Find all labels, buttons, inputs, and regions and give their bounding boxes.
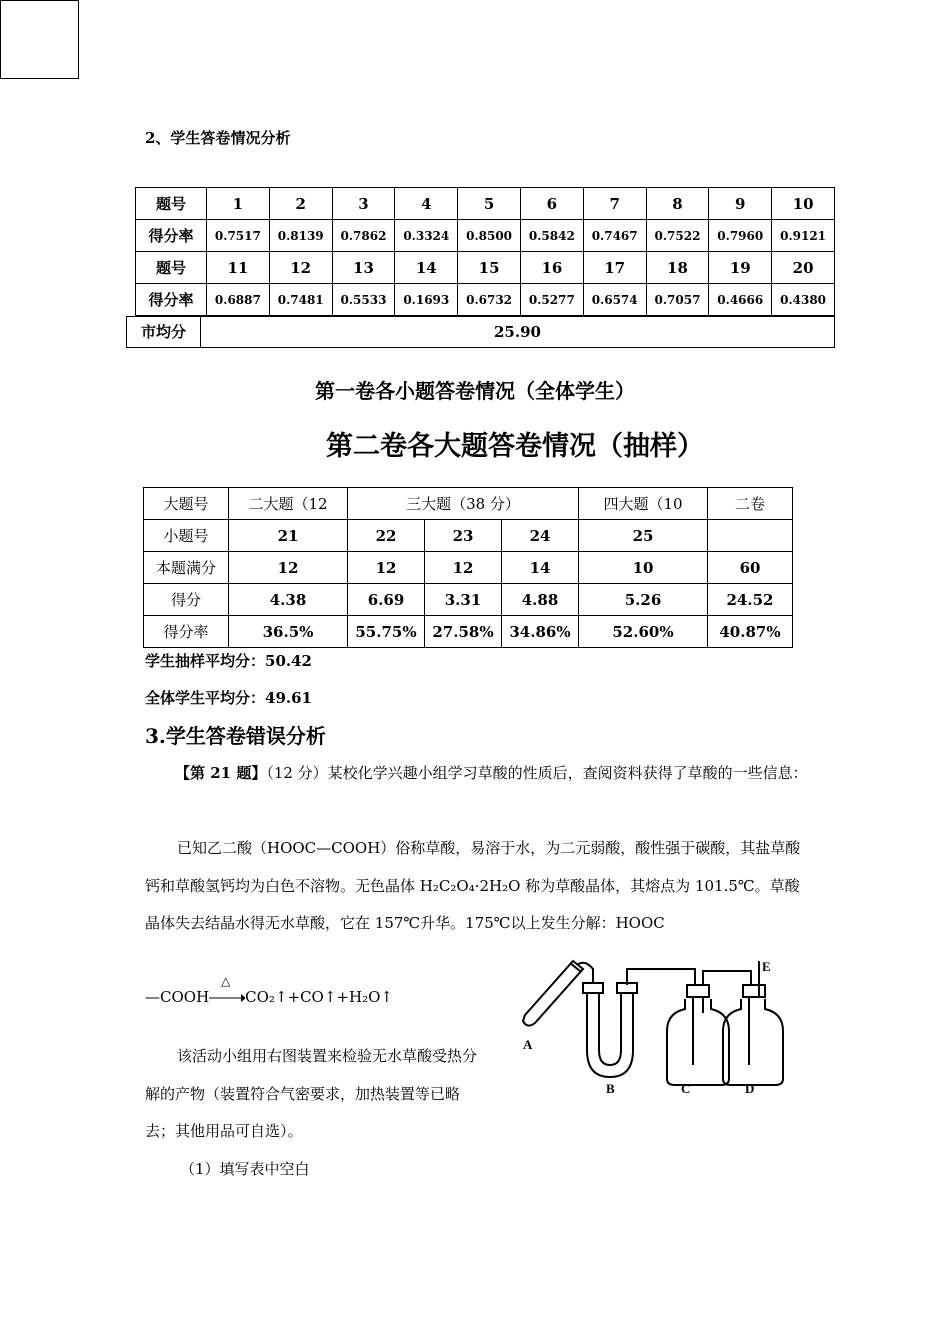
question-number: 13 xyxy=(332,252,395,284)
sample-average: 学生抽样平均分：50.42 xyxy=(145,652,312,670)
row-label: 得分率 xyxy=(136,220,207,252)
score-rate: 0.7960 xyxy=(709,220,772,252)
question-number: 11 xyxy=(207,252,270,284)
table-cell: 22 xyxy=(348,520,425,552)
question-number: 1 xyxy=(207,188,270,220)
table-cell: 27.58% xyxy=(425,616,502,648)
oxalic-formula: H₂C₂O₄·2H₂O xyxy=(419,876,521,895)
question-number: 9 xyxy=(709,188,772,220)
table-cell: 3.31 xyxy=(425,584,502,616)
table-cell: 36.5% xyxy=(229,616,348,648)
table-row xyxy=(136,220,835,252)
row-label: 题号 xyxy=(136,188,207,220)
score-rate: 0.7522 xyxy=(646,220,709,252)
score-rate: 0.7481 xyxy=(269,284,332,316)
question-21-intro-text: （12 分）某校化学兴趣小组学习草酸的性质后，查阅资料获得了草酸的一些信息： xyxy=(266,764,808,782)
score-rate: 0.9121 xyxy=(772,220,835,252)
table-cell: 14 xyxy=(502,552,579,584)
table-cell: 40.87% xyxy=(708,616,793,648)
question-number: 17 xyxy=(583,252,646,284)
question-number: 18 xyxy=(646,252,709,284)
score-rate: 0.7517 xyxy=(207,220,270,252)
table-cell: 52.60% xyxy=(579,616,708,648)
question-number: 7 xyxy=(583,188,646,220)
table-cell: 34.86% xyxy=(502,616,579,648)
row-label: 小题号 xyxy=(144,520,229,552)
label-a: A xyxy=(523,1037,533,1052)
table-cell: 5.26 xyxy=(579,584,708,616)
section-heading: 2、学生答卷情况分析 xyxy=(145,129,291,147)
caption-paper-two: 第二卷各大题答卷情况（抽样） xyxy=(326,431,704,462)
table-cell: 10 xyxy=(579,552,708,584)
question-number: 20 xyxy=(772,252,835,284)
table-row xyxy=(144,552,793,584)
row-label: 得分率 xyxy=(144,616,229,648)
question-number: 6 xyxy=(520,188,583,220)
caption-paper-one: 第一卷各小题答卷情况（全体学生） xyxy=(315,379,635,403)
all-student-average: 全体学生平均分：49.61 xyxy=(145,689,312,707)
label-e: E xyxy=(762,959,771,974)
score-rate: 0.7467 xyxy=(583,220,646,252)
table-row xyxy=(144,488,793,520)
table-cell: 24.52 xyxy=(708,584,793,616)
test-tube-a xyxy=(523,961,583,1026)
table-cell: 4.88 xyxy=(502,584,579,616)
table-row xyxy=(136,188,835,220)
table-row xyxy=(144,520,793,552)
decomposition-equation xyxy=(145,974,393,1008)
table-cell: 25 xyxy=(579,520,708,552)
question-number: 5 xyxy=(458,188,521,220)
question-number: 12 xyxy=(269,252,332,284)
score-rate: 0.6732 xyxy=(458,284,521,316)
table-cell: 4.38 xyxy=(229,584,348,616)
score-rate: 0.6574 xyxy=(583,284,646,316)
score-rate: 0.5277 xyxy=(520,284,583,316)
info-text: 已知乙二酸（HOOC—COOH）俗称草酸，易溶于水，为二元弱酸，酸性强于碳酸，其盐草酸钙和草酸氢钙均为白色不溶物。无色晶体 xyxy=(145,839,801,895)
question-number: 16 xyxy=(520,252,583,284)
apparatus-diagram xyxy=(515,955,785,1095)
row-label: 本题满分 xyxy=(144,552,229,584)
question-number: 2 xyxy=(269,188,332,220)
table-cell: 24 xyxy=(502,520,579,552)
score-rate: 0.4666 xyxy=(709,284,772,316)
table-cell: 6.69 xyxy=(348,584,425,616)
question-number: 15 xyxy=(458,252,521,284)
score-rate-table-1 xyxy=(135,187,835,316)
question-21-intro xyxy=(145,755,810,793)
table-cell: 21 xyxy=(229,520,348,552)
label-d: D xyxy=(745,1081,755,1095)
table-cell: 23 xyxy=(425,520,502,552)
label-b: B xyxy=(606,1081,615,1095)
row-label: 大题号 xyxy=(144,488,229,520)
score-rate: 0.6887 xyxy=(207,284,270,316)
row-label: 得分率 xyxy=(136,284,207,316)
city-average-label: 市均分 xyxy=(127,317,201,347)
question-number: 4 xyxy=(395,188,458,220)
big-question: 二卷 xyxy=(708,488,793,520)
score-rate: 0.5842 xyxy=(520,220,583,252)
question-21-part-1: （1）填写表中空白 xyxy=(180,1160,310,1178)
question-21-info xyxy=(145,830,810,943)
score-rate: 0.8500 xyxy=(458,220,521,252)
question-21-apparatus-text: 该活动小组用右图装置来检验无水草酸受热分解的产物（装置符合气密要求，加热装置等已略去；其他用品可自选）。 xyxy=(145,1047,478,1140)
paper-two-table xyxy=(143,487,793,648)
question-21-tag: 【第 21 题】 xyxy=(175,764,267,782)
city-average-row xyxy=(126,316,835,348)
table-cell xyxy=(708,520,793,552)
arrow-icon xyxy=(209,988,245,1008)
row-label: 得分 xyxy=(144,584,229,616)
bottle-d xyxy=(723,999,783,1085)
city-average-value: 25.90 xyxy=(494,323,541,341)
score-rate: 0.7862 xyxy=(332,220,395,252)
score-rate: 0.3324 xyxy=(395,220,458,252)
big-question: 三大题（38 分） xyxy=(348,488,579,520)
table-row xyxy=(136,252,835,284)
question-number: 8 xyxy=(646,188,709,220)
table-cell: 12 xyxy=(348,552,425,584)
table-cell: 12 xyxy=(229,552,348,584)
table-cell: 12 xyxy=(425,552,502,584)
bottle-c xyxy=(667,999,729,1085)
heat-arrow xyxy=(209,974,245,1008)
error-analysis-heading: 3.学生答卷错误分析 xyxy=(145,724,326,748)
question-number: 19 xyxy=(709,252,772,284)
table-row xyxy=(144,584,793,616)
question-number: 14 xyxy=(395,252,458,284)
equation-right: CO₂↑+CO↑+H₂O↑ xyxy=(245,988,393,1006)
heat-condition: △ xyxy=(221,974,231,988)
score-rate: 0.7057 xyxy=(646,284,709,316)
score-rate: 0.5533 xyxy=(332,284,395,316)
table-row xyxy=(136,284,835,316)
table-cell: 55.75% xyxy=(348,616,425,648)
label-c: C xyxy=(681,1081,691,1095)
info-text-rest: 称为草酸晶体，其熔点为 101.5℃。草酸晶体失去结晶水得无水草酸，它在 157℃升华。175℃以上发生分解：HOOC xyxy=(145,876,800,932)
row-label: 题号 xyxy=(136,252,207,284)
corner-box xyxy=(0,0,79,79)
big-question: 二大题（12 xyxy=(229,488,348,520)
score-rate: 0.1693 xyxy=(395,284,458,316)
question-number: 3 xyxy=(332,188,395,220)
score-rate: 0.4380 xyxy=(772,284,835,316)
question-number: 10 xyxy=(772,188,835,220)
table-cell: 60 xyxy=(708,552,793,584)
table-row xyxy=(144,616,793,648)
u-tube-b xyxy=(587,985,633,1077)
big-question: 四大题（10 xyxy=(579,488,708,520)
score-rate: 0.8139 xyxy=(269,220,332,252)
equation-left: —COOH xyxy=(145,988,210,1006)
